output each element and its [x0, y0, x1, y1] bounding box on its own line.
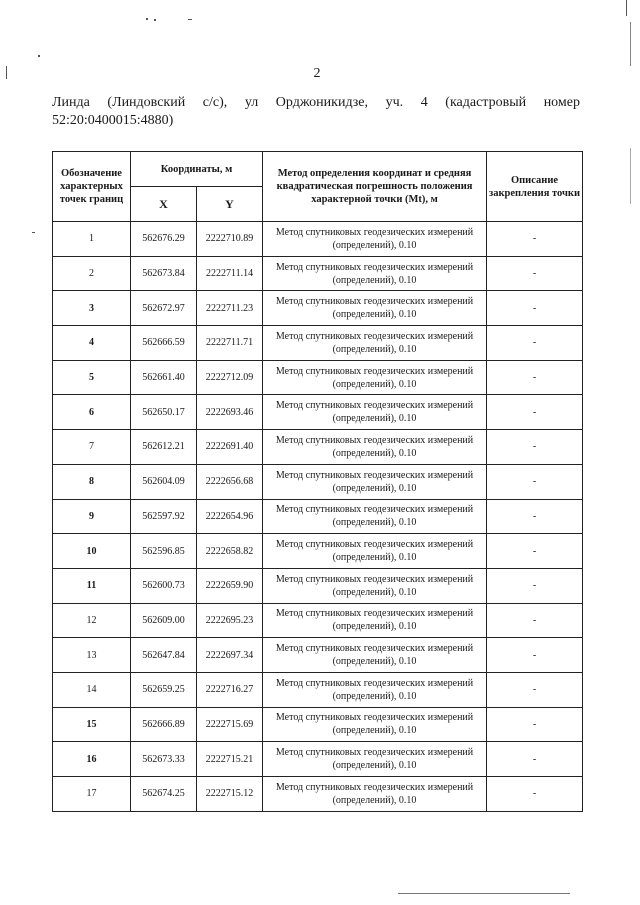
table-row: [53, 672, 583, 707]
point-number-cell: 12: [53, 603, 131, 638]
point-number-cell: 3: [53, 291, 131, 326]
method-cell: [263, 742, 487, 777]
method-line-2: (определений), 0.10: [332, 378, 417, 390]
y-coordinate-cell: 2222691.40: [197, 430, 263, 465]
header-method: Метод определения координат и средняя квадратическая погрешность положения характерной точки (Mt), м: [263, 152, 487, 222]
y-coordinate-cell: 2222697.34: [197, 638, 263, 673]
table-row: [53, 222, 583, 257]
scan-mark-left-dot: [38, 55, 40, 57]
table-row: [53, 603, 583, 638]
description-cell: -: [487, 464, 583, 499]
y-coordinate-cell: 2222659.90: [197, 568, 263, 603]
method-line-1: Метод спутниковых геодезических измерений: [275, 643, 474, 655]
page-number: 2: [313, 66, 321, 81]
point-number-cell: 5: [53, 360, 131, 395]
x-coordinate-cell: 562597.92: [131, 499, 197, 534]
description-cell: -: [487, 603, 583, 638]
scan-mark-top-dash: [188, 19, 192, 20]
method-line-1: Метод спутниковых геодезических измерений: [275, 330, 474, 342]
method-line-1: Метод спутниковых геодезических измерений: [275, 712, 474, 724]
method-cell: [263, 707, 487, 742]
scan-mark-right-edge-2: [630, 22, 631, 66]
method-cell: [263, 430, 487, 465]
point-number-cell: 9: [53, 499, 131, 534]
description-cell: -: [487, 395, 583, 430]
x-coordinate-cell: 562661.40: [131, 360, 197, 395]
method-cell: [263, 499, 487, 534]
table-body: [53, 222, 583, 812]
method-line-2: (определений), 0.10: [332, 517, 417, 529]
address-word: Линда: [52, 95, 90, 110]
method-line-2: (определений), 0.10: [332, 552, 417, 564]
table-row: [53, 430, 583, 465]
table-row: [53, 568, 583, 603]
y-coordinate-cell: 2222716.27: [197, 672, 263, 707]
method-cell: [263, 464, 487, 499]
method-line-2: (определений), 0.10: [332, 760, 417, 772]
method-line-1: Метод спутниковых геодезических измерений: [275, 747, 474, 759]
coordinates-table: [52, 151, 583, 812]
x-coordinate-cell: 562596.85: [131, 534, 197, 569]
scan-mark-top-dots: [146, 18, 148, 20]
scan-mark-right-edge-3: [630, 148, 631, 204]
y-coordinate-cell: 2222711.71: [197, 326, 263, 361]
method-line-2: (определений), 0.10: [332, 725, 417, 737]
method-line-1: Метод спутниковых геодезических измерений: [275, 434, 474, 446]
method-line-2: (определений), 0.10: [332, 309, 417, 321]
description-cell: -: [487, 430, 583, 465]
description-cell: -: [487, 326, 583, 361]
point-number-cell: 8: [53, 464, 131, 499]
address-word: ул: [244, 95, 259, 110]
point-number-cell: 15: [53, 707, 131, 742]
header-y: Y: [197, 187, 263, 222]
method-cell: [263, 291, 487, 326]
address-word: номер: [543, 95, 580, 110]
point-number-cell: 11: [53, 568, 131, 603]
y-coordinate-cell: 2222715.69: [197, 707, 263, 742]
method-line-1: Метод спутниковых геодезических измерений: [275, 296, 474, 308]
method-line-2: (определений), 0.10: [332, 621, 417, 633]
scan-mark-right-edge: [626, 0, 627, 16]
x-coordinate-cell: 562650.17: [131, 395, 197, 430]
address-word: с/с),: [202, 95, 228, 110]
address-word: уч.: [385, 95, 404, 110]
method-line-1: Метод спутниковых геодезических измерений: [275, 504, 474, 516]
y-coordinate-cell: 2222656.68: [197, 464, 263, 499]
method-line-2: (определений), 0.10: [332, 413, 417, 425]
method-line-1: Метод спутниковых геодезических измерений: [275, 261, 474, 273]
address-word: (Линдовский: [107, 95, 186, 110]
address-word: 4: [420, 95, 428, 110]
description-cell: -: [487, 256, 583, 291]
point-number-cell: 6: [53, 395, 131, 430]
header-coordinates: Координаты, м: [131, 152, 263, 187]
table-row: [53, 777, 583, 812]
method-cell: [263, 534, 487, 569]
table-row: [53, 499, 583, 534]
point-number-cell: 14: [53, 672, 131, 707]
description-cell: -: [487, 499, 583, 534]
method-line-2: (определений), 0.10: [332, 239, 417, 251]
table-row: [53, 395, 583, 430]
table-row: [53, 291, 583, 326]
address-word: Орджоникидзе,: [275, 95, 368, 110]
description-cell: -: [487, 360, 583, 395]
method-line-2: (определений), 0.10: [332, 794, 417, 806]
x-coordinate-cell: 562674.25: [131, 777, 197, 812]
header-point: Обозначение характерных точек границ: [53, 152, 131, 222]
x-coordinate-cell: 562673.84: [131, 256, 197, 291]
point-number-cell: 4: [53, 326, 131, 361]
scan-mark-bottom-line: [398, 893, 570, 894]
scan-mark-top-dot: [154, 19, 156, 21]
table-row: [53, 742, 583, 777]
x-coordinate-cell: 562609.00: [131, 603, 197, 638]
method-cell: [263, 672, 487, 707]
description-cell: -: [487, 222, 583, 257]
scan-mark-left-tick: [32, 232, 35, 233]
y-coordinate-cell: 2222654.96: [197, 499, 263, 534]
point-number-cell: 17: [53, 777, 131, 812]
point-number-cell: 10: [53, 534, 131, 569]
method-line-1: Метод спутниковых геодезических измерений: [275, 226, 474, 238]
y-coordinate-cell: 2222695.23: [197, 603, 263, 638]
table-row: [53, 326, 583, 361]
address-line-1: [52, 94, 580, 112]
x-coordinate-cell: 562659.25: [131, 672, 197, 707]
y-coordinate-cell: 2222693.46: [197, 395, 263, 430]
method-line-2: (определений), 0.10: [332, 447, 417, 459]
point-number-cell: 1: [53, 222, 131, 257]
method-line-1: Метод спутниковых геодезических измерений: [275, 469, 474, 481]
address-word: (кадастровый: [445, 95, 527, 110]
x-coordinate-cell: 562600.73: [131, 568, 197, 603]
description-cell: -: [487, 291, 583, 326]
method-line-2: (определений), 0.10: [332, 690, 417, 702]
x-coordinate-cell: 562666.89: [131, 707, 197, 742]
method-cell: [263, 326, 487, 361]
description-cell: -: [487, 707, 583, 742]
method-line-1: Метод спутниковых геодезических измерений: [275, 365, 474, 377]
method-cell: [263, 395, 487, 430]
table-row: [53, 464, 583, 499]
method-cell: [263, 638, 487, 673]
method-line-1: Метод спутниковых геодезических измерений: [275, 781, 474, 793]
x-coordinate-cell: 562673.33: [131, 742, 197, 777]
table-row: [53, 360, 583, 395]
method-cell: [263, 256, 487, 291]
method-cell: [263, 360, 487, 395]
point-number-cell: 2: [53, 256, 131, 291]
x-coordinate-cell: 562676.29: [131, 222, 197, 257]
table-row: [53, 707, 583, 742]
point-number-cell: 16: [53, 742, 131, 777]
point-number-cell: 13: [53, 638, 131, 673]
description-cell: -: [487, 672, 583, 707]
description-cell: -: [487, 638, 583, 673]
method-cell: [263, 777, 487, 812]
address-block: [52, 94, 580, 130]
y-coordinate-cell: 2222715.12: [197, 777, 263, 812]
table-row: [53, 638, 583, 673]
method-line-1: Метод спутниковых геодезических измерений: [275, 608, 474, 620]
x-coordinate-cell: 562612.21: [131, 430, 197, 465]
table-row: [53, 534, 583, 569]
y-coordinate-cell: 2222711.23: [197, 291, 263, 326]
y-coordinate-cell: 2222715.21: [197, 742, 263, 777]
point-number-cell: 7: [53, 430, 131, 465]
method-line-1: Метод спутниковых геодезических измерений: [275, 677, 474, 689]
method-line-1: Метод спутниковых геодезических измерений: [275, 573, 474, 585]
y-coordinate-cell: 2222711.14: [197, 256, 263, 291]
method-line-1: Метод спутниковых геодезических измерений: [275, 400, 474, 412]
description-cell: -: [487, 777, 583, 812]
header-x: X: [131, 187, 197, 222]
y-coordinate-cell: 2222710.89: [197, 222, 263, 257]
description-cell: -: [487, 568, 583, 603]
method-line-2: (определений), 0.10: [332, 656, 417, 668]
x-coordinate-cell: 562647.84: [131, 638, 197, 673]
y-coordinate-cell: 2222712.09: [197, 360, 263, 395]
method-line-1: Метод спутниковых геодезических измерений: [275, 539, 474, 551]
method-line-2: (определений), 0.10: [332, 343, 417, 355]
description-cell: -: [487, 742, 583, 777]
method-cell: [263, 568, 487, 603]
x-coordinate-cell: 562666.59: [131, 326, 197, 361]
method-cell: [263, 222, 487, 257]
table-row: [53, 256, 583, 291]
method-line-2: (определений), 0.10: [332, 274, 417, 286]
y-coordinate-cell: 2222658.82: [197, 534, 263, 569]
method-line-2: (определений), 0.10: [332, 482, 417, 494]
description-cell: -: [487, 534, 583, 569]
method-cell: [263, 603, 487, 638]
header-description: Описание закрепления точки: [487, 152, 583, 222]
method-line-2: (определений), 0.10: [332, 586, 417, 598]
x-coordinate-cell: 562672.97: [131, 291, 197, 326]
x-coordinate-cell: 562604.09: [131, 464, 197, 499]
address-line-2: 52:20:0400015:4880): [52, 113, 174, 128]
